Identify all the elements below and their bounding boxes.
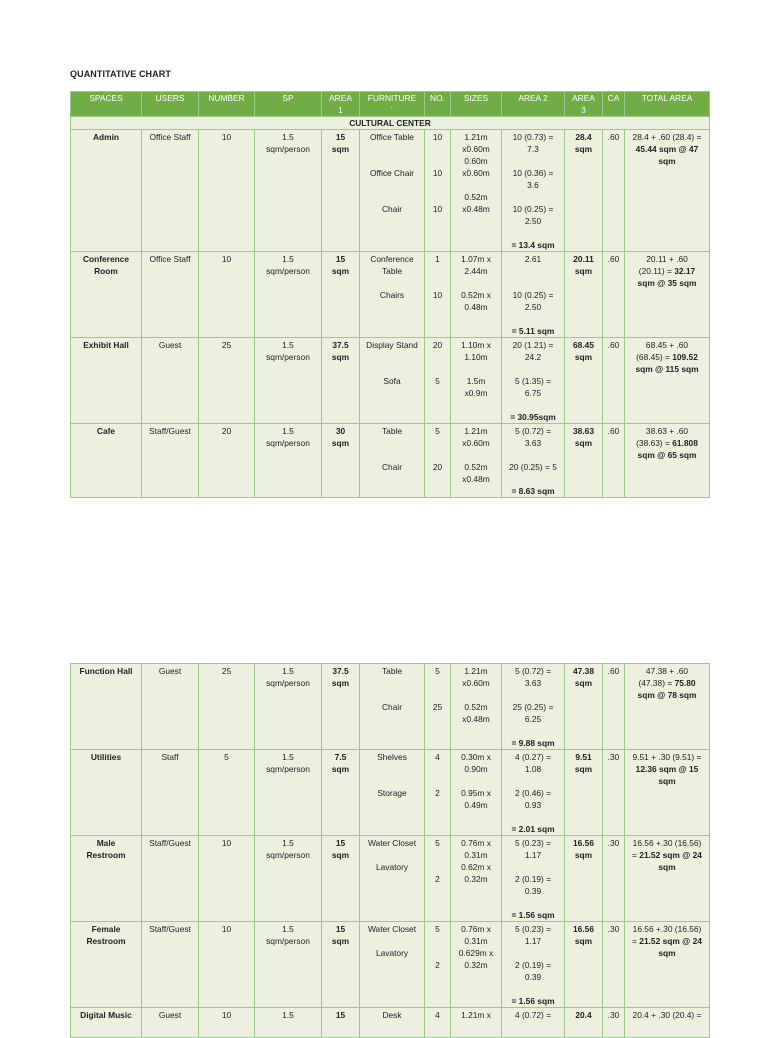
column-header: SIZES	[451, 92, 502, 117]
furniture-cell: Water Closet Lavatory	[360, 836, 425, 922]
space-cell: Female Restroom	[71, 922, 142, 1008]
sizes-cell: 1.21m x0.60m 0.60m x0.60m 0.52m x0.48m	[451, 130, 502, 252]
space-cell: Conference Room	[71, 252, 142, 338]
number-cell: 5	[199, 750, 255, 836]
area2-cell	[502, 922, 565, 1008]
sp-cell: 1.5 sqm/person	[255, 424, 322, 498]
area1-cell: 7.5 sqm	[322, 750, 360, 836]
area2-breakdown: 2.61 10 (0.25) = 2.50	[512, 254, 554, 312]
total-area-cell	[625, 922, 710, 1008]
quantitative-table-part-2	[70, 663, 710, 1038]
furniture-cell: Desk	[360, 1008, 425, 1038]
no-cell: 20 5	[425, 338, 451, 424]
total-formula: 16.56 +.30 (16.56) =	[632, 924, 702, 946]
furniture-cell: Table Chair	[360, 664, 425, 750]
sizes-cell: 1.21m x	[451, 1008, 502, 1038]
total-formula: 20.4 + .30 (20.4) =	[632, 1010, 702, 1020]
total-formula: 28.4 + .60 (28.4) =	[632, 132, 702, 142]
space-cell: Admin	[71, 130, 142, 252]
furniture-cell: Table Chair	[360, 424, 425, 498]
area2-cell	[502, 664, 565, 750]
no-cell: 5 25	[425, 664, 451, 750]
sp-cell: 1.5 sqm/person	[255, 664, 322, 750]
ca-cell: .60	[603, 252, 625, 338]
users-cell: Guest	[142, 664, 199, 750]
sp-cell: 1.5 sqm/person	[255, 750, 322, 836]
users-cell: Staff/Guest	[142, 922, 199, 1008]
sp-cell: 1.5	[255, 1008, 322, 1038]
area2-total: = 13.4 sqm	[511, 240, 555, 250]
section-band	[71, 117, 710, 130]
area2-breakdown: 5 (0.72) = 3.63 25 (0.25) = 6.25	[512, 666, 554, 724]
total-area-cell	[625, 836, 710, 922]
total-formula: 47.38 + .60 (47.38) =	[638, 666, 689, 688]
column-header: NO.	[425, 92, 451, 117]
ca-cell: .30	[603, 836, 625, 922]
area1-cell: 15 sqm	[322, 130, 360, 252]
number-cell: 20	[199, 424, 255, 498]
area2-breakdown: 4 (0.72) =	[514, 1010, 552, 1020]
furniture-cell: Display Stand Sofa	[360, 338, 425, 424]
column-header: AREA 2	[502, 92, 565, 117]
no-cell: 4	[425, 1008, 451, 1038]
users-cell: Office Staff	[142, 130, 199, 252]
area1-cell: 15 sqm	[322, 922, 360, 1008]
table-row	[71, 922, 710, 1008]
no-cell: 10 10 10	[425, 130, 451, 252]
column-header: CA	[603, 92, 625, 117]
ca-cell: .60	[603, 338, 625, 424]
column-header: TOTAL AREA	[625, 92, 710, 117]
area1-cell: 37.5 sqm	[322, 664, 360, 750]
area2-cell	[502, 424, 565, 498]
sizes-cell: 1.21m x0.60m 0.52m x0.48m	[451, 664, 502, 750]
area1-cell: 37.5 sqm	[322, 338, 360, 424]
column-header: USERS	[142, 92, 199, 117]
table-row	[71, 1008, 710, 1038]
number-cell: 10	[199, 1008, 255, 1038]
area2-breakdown: 5 (0.72) = 3.63 20 (0.25) = 5	[509, 426, 557, 472]
total-result: 32.17 sqm @ 35 sqm	[637, 266, 697, 288]
area3-cell: 16.56 sqm	[565, 836, 603, 922]
area2-cell	[502, 130, 565, 252]
total-result: 21.52 sqm @ 24 sqm	[639, 850, 702, 872]
users-cell: Staff/Guest	[142, 424, 199, 498]
column-header: AREA 1	[322, 92, 360, 117]
section-title: CULTURAL CENTER	[71, 117, 710, 130]
total-formula: 38.63 + .60 (38.63) =	[636, 426, 689, 448]
sizes-cell: 1.07m x 2.44m 0.52m x 0.48m	[451, 252, 502, 338]
column-header: NUMBER	[199, 92, 255, 117]
number-cell: 25	[199, 338, 255, 424]
number-cell: 10	[199, 252, 255, 338]
furniture-cell: Shelves Storage	[360, 750, 425, 836]
users-cell: Guest	[142, 338, 199, 424]
area3-cell: 47.38 sqm	[565, 664, 603, 750]
ca-cell: .60	[603, 130, 625, 252]
number-cell: 10	[199, 130, 255, 252]
column-header: AREA 3	[565, 92, 603, 117]
area2-cell	[502, 750, 565, 836]
total-area-cell	[625, 1008, 710, 1038]
furniture-cell: Conference Table Chairs	[360, 252, 425, 338]
area2-total: = 5.11 sqm	[511, 326, 555, 336]
area2-total: = 30.95sqm	[510, 412, 556, 422]
area3-cell: 68.45 sqm	[565, 338, 603, 424]
area2-total: = 1.56 sqm	[511, 996, 555, 1006]
number-cell: 10	[199, 836, 255, 922]
header-row	[71, 92, 710, 117]
sp-cell: 1.5 sqm/person	[255, 252, 322, 338]
area2-cell	[502, 252, 565, 338]
area2-breakdown: 4 (0.27) = 1.08 2 (0.46) = 0.93	[514, 752, 552, 810]
space-cell: Utilities	[71, 750, 142, 836]
no-cell: 1 10	[425, 252, 451, 338]
space-cell: Function Hall	[71, 664, 142, 750]
space-cell: Cafe	[71, 424, 142, 498]
total-area-cell	[625, 130, 710, 252]
users-cell: Office Staff	[142, 252, 199, 338]
ca-cell: .30	[603, 1008, 625, 1038]
total-result: 12.36 sqm @ 15 sqm	[635, 764, 699, 786]
no-cell: 4 2	[425, 750, 451, 836]
area3-cell: 28.4 sqm	[565, 130, 603, 252]
users-cell: Staff/Guest	[142, 836, 199, 922]
space-cell: Digital Music	[71, 1008, 142, 1038]
area1-cell: 30 sqm	[322, 424, 360, 498]
ca-cell: .30	[603, 922, 625, 1008]
area2-total: = 9.88 sqm	[511, 738, 555, 748]
total-result: 75.80 sqm @ 78 sqm	[637, 678, 697, 700]
column-header: FURNITURE ´	[360, 92, 425, 117]
area2-breakdown: 20 (1.21) = 24.2 5 (1.35) = 6.75	[512, 340, 554, 398]
ca-cell: .60	[603, 424, 625, 498]
sizes-cell: 1.21m x0.60m 0.52m x0.48m	[451, 424, 502, 498]
area1-cell: 15	[322, 1008, 360, 1038]
sp-cell: 1.5 sqm/person	[255, 338, 322, 424]
ca-cell: .30	[603, 750, 625, 836]
space-cell: Exhibit Hall	[71, 338, 142, 424]
area1-cell: 15 sqm	[322, 252, 360, 338]
chart-title: QUANTITATIVE CHART	[70, 69, 171, 79]
area3-cell: 38.63 sqm	[565, 424, 603, 498]
number-cell: 10	[199, 922, 255, 1008]
no-cell: 5 2	[425, 836, 451, 922]
total-result: 45.44 sqm @ 47 sqm	[635, 144, 699, 166]
area2-cell	[502, 836, 565, 922]
table-row	[71, 338, 710, 424]
total-formula: 16.56 +.30 (16.56) =	[632, 838, 702, 860]
sp-cell: 1.5 sqm/person	[255, 922, 322, 1008]
furniture-cell: Water Closet Lavatory	[360, 922, 425, 1008]
total-formula: 20.11 + .60 (20.11) =	[638, 254, 688, 276]
area2-total: = 1.56 sqm	[511, 910, 555, 920]
table-row	[71, 252, 710, 338]
total-area-cell	[625, 750, 710, 836]
quantitative-table-part-1	[70, 91, 710, 498]
total-area-cell	[625, 424, 710, 498]
sp-cell: 1.5 sqm/person	[255, 130, 322, 252]
area3-cell: 9.51 sqm	[565, 750, 603, 836]
table-row	[71, 750, 710, 836]
area1-cell: 15 sqm	[322, 836, 360, 922]
total-area-cell	[625, 664, 710, 750]
total-formula: 9.51 + .30 (9.51) =	[632, 752, 702, 762]
table-row	[71, 664, 710, 750]
column-header: SP	[255, 92, 322, 117]
no-cell: 5 2	[425, 922, 451, 1008]
table-row	[71, 836, 710, 922]
space-cell: Male Restroom	[71, 836, 142, 922]
area2-total: = 8.63 sqm	[511, 486, 555, 496]
total-result: 109.52 sqm @ 115 sqm	[635, 352, 699, 374]
sizes-cell: 0.76m x 0.31m 0.62m x 0.32m	[451, 836, 502, 922]
area2-breakdown: 5 (0.23) = 1.17 2 (0.19) = 0.39	[514, 838, 552, 896]
total-formula: 68.45 + .60 (68.45) =	[636, 340, 689, 362]
number-cell: 25	[199, 664, 255, 750]
sizes-cell: 1.10m x 1.10m 1.5m x0.9m	[451, 338, 502, 424]
area2-total: = 2.01 sqm	[511, 824, 555, 834]
ca-cell: .60	[603, 664, 625, 750]
area2-breakdown: 5 (0.23) = 1.17 2 (0.19) = 0.39	[514, 924, 552, 982]
area3-cell: 20.11 sqm	[565, 252, 603, 338]
users-cell: Staff	[142, 750, 199, 836]
total-result: 61.808 sqm @ 65 sqm	[637, 438, 698, 460]
sizes-cell: 0.76m x 0.31m 0.629m x 0.32m	[451, 922, 502, 1008]
table-row	[71, 424, 710, 498]
total-area-cell	[625, 338, 710, 424]
users-cell: Guest	[142, 1008, 199, 1038]
table-row	[71, 130, 710, 252]
sp-cell: 1.5 sqm/person	[255, 836, 322, 922]
no-cell: 5 20	[425, 424, 451, 498]
total-result: 21.52 sqm @ 24 sqm	[639, 936, 702, 958]
area3-cell: 20.4	[565, 1008, 603, 1038]
area3-cell: 16.56 sqm	[565, 922, 603, 1008]
furniture-cell: Office Table Office Chair Chair	[360, 130, 425, 252]
area2-cell	[502, 1008, 565, 1038]
total-area-cell	[625, 252, 710, 338]
area2-breakdown: 10 (0.73) = 7.3 10 (0.36) = 3.6 10 (0.25) = 2.50	[512, 132, 554, 226]
sizes-cell: 0.30m x 0.90m 0.95m x 0.49m	[451, 750, 502, 836]
column-header: SPACES	[71, 92, 142, 117]
area2-cell	[502, 338, 565, 424]
